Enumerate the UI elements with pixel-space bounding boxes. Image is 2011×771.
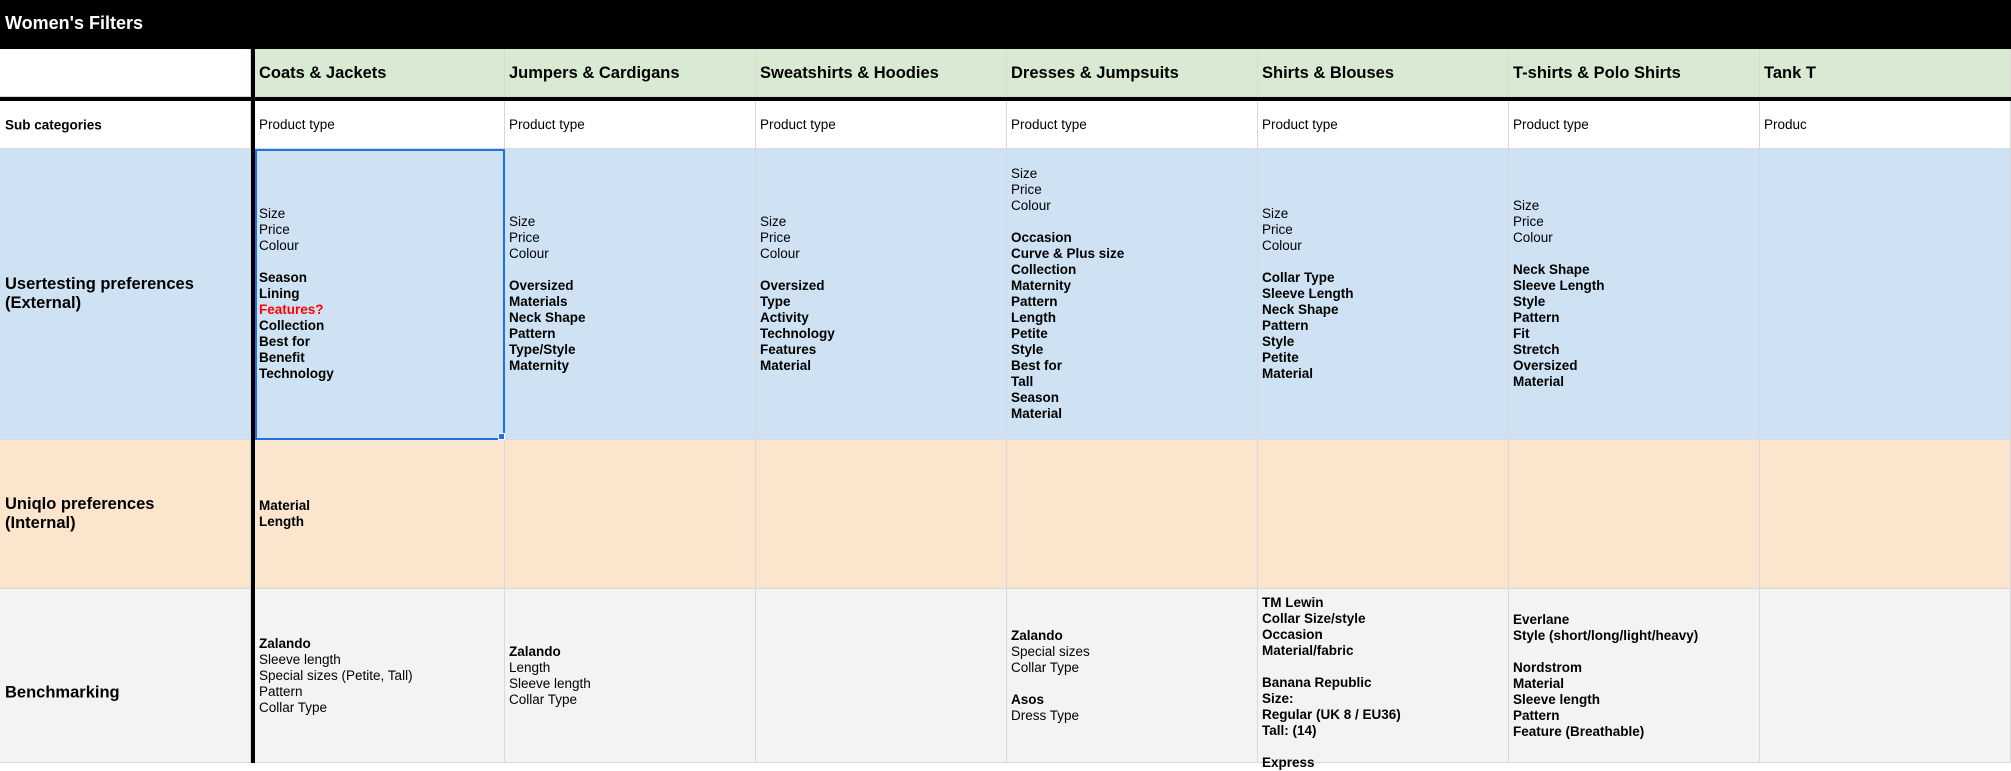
- cell-line: Sleeve Length: [1513, 278, 1605, 293]
- cell-line: Sleeve length: [259, 652, 341, 667]
- cell-line: [1513, 644, 1757, 660]
- category-header[interactable]: Sweatshirts & Hoodies: [756, 49, 1007, 97]
- cell-line: Price: [1011, 182, 1042, 197]
- cell-line: Collection: [1011, 262, 1077, 277]
- cell-line: Petite: [1262, 350, 1299, 365]
- category-header[interactable]: Jumpers & Cardigans: [505, 49, 756, 97]
- sheet-title: Women's Filters: [5, 13, 143, 33]
- cell-line: Size: [1513, 198, 1540, 213]
- cell-line: Style: [1262, 334, 1295, 349]
- cell-line: Price: [259, 222, 290, 237]
- uniqlo-cell[interactable]: [1509, 440, 1760, 589]
- row-label-benchmarking[interactable]: Benchmarking: [0, 589, 251, 763]
- row-label-sub-categories[interactable]: Sub categories: [0, 101, 251, 149]
- cell-line: [1262, 739, 1506, 755]
- cell-line: Colour: [1513, 230, 1553, 245]
- usertesting-cell[interactable]: [1258, 149, 1509, 440]
- cell-line: [1011, 676, 1255, 692]
- cell-line: Size: [259, 206, 286, 221]
- cell-line: Collar Type: [509, 692, 578, 707]
- cell-line: [760, 262, 1004, 278]
- category-header[interactable]: T-shirts & Polo Shirts: [1509, 49, 1760, 97]
- cell-line: Stretch: [1513, 342, 1560, 357]
- benchmarking-cell[interactable]: [505, 589, 756, 763]
- cell-line: Season: [259, 270, 308, 285]
- benchmarking-cell[interactable]: [255, 589, 505, 763]
- cell-line: Best for: [1011, 358, 1063, 373]
- sheet-title-cell[interactable]: [0, 0, 251, 49]
- cell-line: Oversized: [1513, 358, 1578, 373]
- cell-line: Size: [509, 214, 536, 229]
- row-label-uniqlo[interactable]: Uniqlo preferences (Internal): [0, 440, 251, 589]
- cell-line: Feature (Breathable): [1513, 724, 1645, 739]
- row-label-usertesting[interactable]: Usertesting preferences (External): [0, 149, 251, 440]
- cell-line: Zalando: [259, 636, 311, 651]
- cell-line: Style (short/long/light/heavy): [1513, 628, 1699, 643]
- usertesting-cell[interactable]: [255, 149, 505, 440]
- title-bar-fill: [255, 0, 2011, 49]
- cell-line: Style: [1513, 294, 1546, 309]
- cell-line: Size: [1011, 166, 1038, 181]
- cell-line: Colour: [1011, 198, 1051, 213]
- sub-category-cell[interactable]: Product type: [1509, 101, 1760, 149]
- cell-line: Size: [760, 214, 787, 229]
- cell-line: Length: [1011, 310, 1056, 325]
- cell-line: Features?: [259, 302, 324, 317]
- cell-line: Collection: [259, 318, 325, 333]
- usertesting-cell[interactable]: [1007, 149, 1258, 440]
- cell-line: Price: [1513, 214, 1544, 229]
- sub-category-cell[interactable]: Product type: [1007, 101, 1258, 149]
- cell-line: Length: [259, 514, 304, 529]
- cell-line: Sleeve Length: [1262, 286, 1354, 301]
- benchmarking-cell[interactable]: [1760, 589, 2011, 763]
- usertesting-cell[interactable]: [1509, 149, 1760, 440]
- cell-line: Banana Republic: [1262, 675, 1372, 690]
- cell-line: Fit: [1513, 326, 1530, 341]
- benchmarking-cell[interactable]: [1007, 589, 1258, 763]
- cell-line: Zalando: [509, 644, 561, 659]
- cell-line: Type: [760, 294, 791, 309]
- cell-line: Season: [1011, 390, 1060, 405]
- cell-line: [509, 262, 753, 278]
- category-header-blank[interactable]: [0, 49, 251, 97]
- cell-line: Neck Shape: [1262, 302, 1339, 317]
- cell-line: Express: [1262, 755, 1315, 770]
- uniqlo-cell[interactable]: [255, 440, 505, 589]
- cell-line: Special sizes (Petite, Tall): [259, 668, 413, 683]
- category-header[interactable]: Dresses & Jumpsuits: [1007, 49, 1258, 97]
- cell-line: Pattern: [1513, 310, 1560, 325]
- sub-category-cell[interactable]: Product type: [756, 101, 1007, 149]
- cell-line: Material: [1011, 406, 1063, 421]
- cell-line: Maternity: [509, 358, 570, 373]
- cell-line: Petite: [1011, 326, 1048, 341]
- cell-line: [259, 254, 502, 270]
- cell-line: Activity: [760, 310, 809, 325]
- cell-line: Nordstrom: [1513, 660, 1583, 675]
- cell-line: Colour: [509, 246, 549, 261]
- usertesting-cell[interactable]: [505, 149, 756, 440]
- cell-line: Regular (UK 8 / EU36): [1262, 707, 1401, 722]
- cell-line: Materials: [509, 294, 568, 309]
- cell-line: Material: [1262, 366, 1314, 381]
- category-header[interactable]: Shirts & Blouses: [1258, 49, 1509, 97]
- benchmarking-cell[interactable]: [1509, 589, 1760, 763]
- cell-line: Collar Size/style: [1262, 611, 1366, 626]
- cell-line: Tall: (14): [1262, 723, 1317, 738]
- cell-line: Zalando: [1011, 628, 1063, 643]
- fill-handle[interactable]: [498, 433, 505, 440]
- cell-line: Best for: [259, 334, 311, 349]
- cell-line: Asos: [1011, 692, 1045, 707]
- cell-line: Style: [1011, 342, 1044, 357]
- cell-line: Maternity: [1011, 278, 1072, 293]
- sub-category-cell[interactable]: Product type: [505, 101, 756, 149]
- cell-line: Pattern: [259, 684, 303, 699]
- cell-line: Oversized: [509, 278, 574, 293]
- cell-line: Sleeve length: [509, 676, 591, 691]
- cell-line: Lining: [259, 286, 300, 301]
- cell-line: Size: [1262, 206, 1289, 221]
- uniqlo-cell[interactable]: [1007, 440, 1258, 589]
- sub-category-cell[interactable]: Product type: [1258, 101, 1509, 149]
- cell-line: Technology: [259, 366, 334, 381]
- uniqlo-cell[interactable]: [756, 440, 1007, 589]
- benchmarking-cell[interactable]: [1258, 589, 1509, 770]
- cell-line: Pattern: [1513, 708, 1560, 723]
- cell-line: Price: [1262, 222, 1293, 237]
- cell-line: Material: [1513, 676, 1565, 691]
- cell-line: Technology: [760, 326, 835, 341]
- cell-line: [1262, 659, 1506, 675]
- cell-line: Price: [509, 230, 540, 245]
- cell-line: Material: [760, 358, 812, 373]
- cell-line: Occasion: [1262, 627, 1323, 642]
- usertesting-cell[interactable]: [1760, 149, 2011, 440]
- usertesting-cell[interactable]: [756, 149, 1007, 440]
- cell-line: Collar Type: [259, 700, 328, 715]
- cell-line: Features: [760, 342, 817, 357]
- category-header[interactable]: Tank T: [1760, 49, 2011, 97]
- uniqlo-cell[interactable]: [1760, 440, 2011, 589]
- cell-line: Neck Shape: [509, 310, 586, 325]
- cell-line: Everlane: [1513, 612, 1570, 627]
- cell-line: Neck Shape: [1513, 262, 1590, 277]
- cell-line: Collar Type: [1011, 660, 1080, 675]
- cell-line: Collar Type: [1262, 270, 1335, 285]
- cell-line: Size:: [1262, 691, 1294, 706]
- cell-line: Type/Style: [509, 342, 576, 357]
- benchmarking-cell[interactable]: [756, 589, 1007, 763]
- cell-line: Material: [259, 498, 311, 513]
- cell-line: Occasion: [1011, 230, 1072, 245]
- cell-line: Sleeve length: [1513, 692, 1601, 707]
- cell-line: Pattern: [1262, 318, 1309, 333]
- cell-line: Length: [509, 660, 551, 675]
- sub-category-cell[interactable]: Product type: [255, 101, 505, 149]
- uniqlo-cell[interactable]: [1258, 440, 1509, 589]
- uniqlo-cell[interactable]: [505, 440, 756, 589]
- cell-line: Pattern: [1011, 294, 1058, 309]
- cell-line: Pattern: [509, 326, 556, 341]
- cell-line: [1513, 246, 1757, 262]
- cell-line: Colour: [259, 238, 299, 253]
- cell-line: Tall: [1011, 374, 1034, 389]
- category-header[interactable]: Coats & Jackets: [255, 49, 505, 97]
- cell-line: Material: [1513, 374, 1565, 389]
- cell-line: [1011, 214, 1255, 230]
- cell-line: Curve & Plus size: [1011, 246, 1125, 261]
- cell-line: Colour: [760, 246, 800, 261]
- cell-line: TM Lewin: [1262, 595, 1324, 610]
- cell-line: [1262, 254, 1506, 270]
- cell-line: Price: [760, 230, 791, 245]
- cell-line: Special sizes: [1011, 644, 1090, 659]
- cell-line: Material/fabric: [1262, 643, 1354, 658]
- cell-line: Benefit: [259, 350, 305, 365]
- sub-category-cell[interactable]: Produc: [1760, 101, 2011, 149]
- cell-line: Colour: [1262, 238, 1302, 253]
- cell-line: Oversized: [760, 278, 825, 293]
- cell-line: Dress Type: [1011, 708, 1080, 723]
